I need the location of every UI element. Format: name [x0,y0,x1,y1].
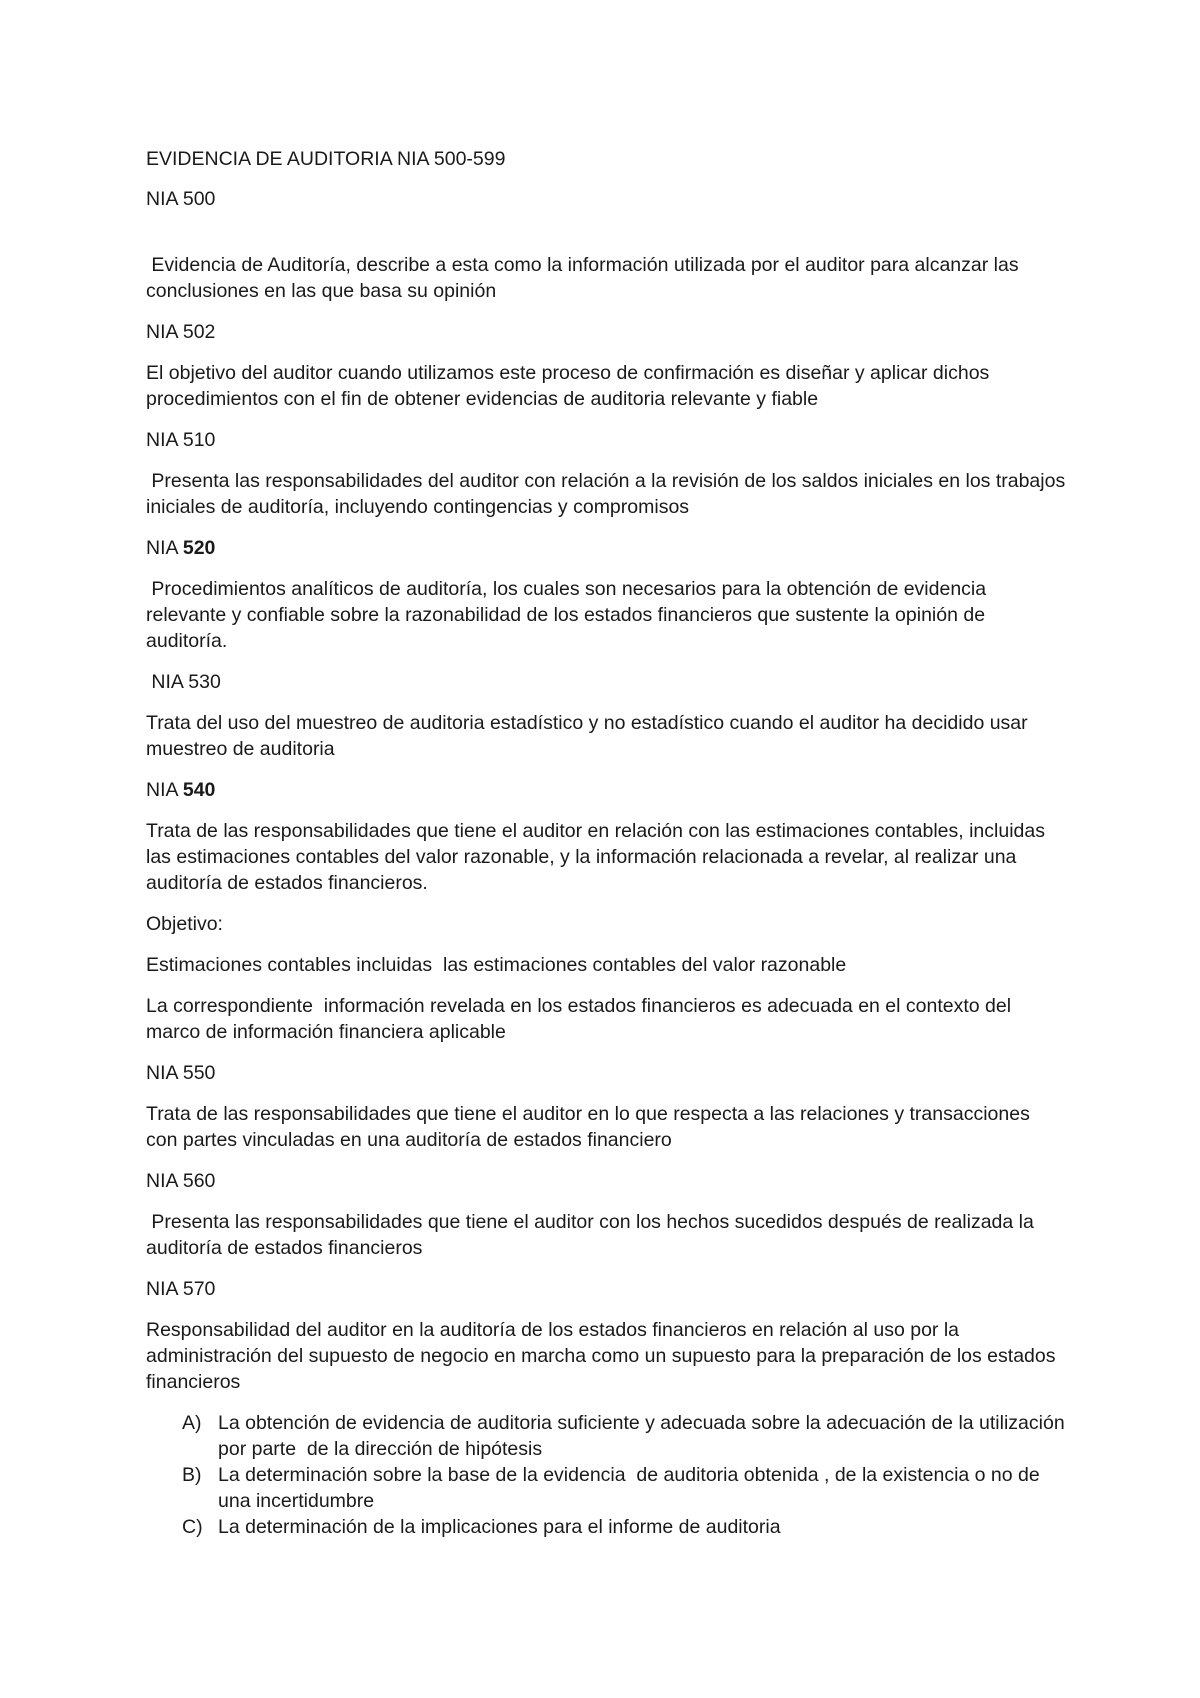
list-marker: A) [182,1412,202,1434]
section-text-nia-560: Presenta las responsabilidades que tiene el auditor con los hechos sucedidos después de realizada la auditoría de estados financieros [146,1211,1040,1259]
section-heading-nia-540 [146,777,1066,803]
section-heading-nia-550: NIA 550 [146,1062,216,1084]
objective-label: Objetivo: [146,913,223,935]
section-text-nia-570: Responsabilidad del auditor en la auditoría de los estados financieros en relación al uso por la administración del supuesto de negocio en marcha como un supuesto para la preparación de los estados financieros [146,1319,1056,1393]
list-marker: B) [182,1464,202,1486]
section-text-nia-550: Trata de las responsabilidades que tiene el auditor en lo que respecta a las relaciones y transacciones con partes vinculadas en una auditoría de estados financiero [146,1103,1030,1151]
section-heading-nia-502: NIA 502 [146,321,216,343]
heading-number-bold: 540 [182,779,216,801]
section-text-nia-510: Presenta las responsabilidades del auditor con relación a la revisión de los saldos iniciales en los trabajos iniciales de auditoría, incluyendo contingencias y compromisos [146,470,1071,518]
document-body [146,146,1071,1540]
heading-prefix: NIA [146,537,183,559]
section-heading-nia-570: NIA 570 [146,1278,216,1300]
section-heading-nia-560: NIA 560 [146,1170,216,1192]
section-heading-nia-520 [146,535,1066,561]
section-text-nia-502: El objetivo del auditor cuando utilizamos este proceso de confirmación es diseñar y aplicar dichos procedimientos con el fin de obtener evidencias de auditoria relevante y fiable [146,362,990,410]
list-item-text: La obtención de evidencia de auditoria suficiente y adecuada sobre la adecuación de la utilización por parte de la dirección de hipótesis [218,1412,1071,1460]
section-heading-nia-510: NIA 510 [146,429,216,451]
list-item [146,1462,1066,1514]
section-text-nia-520: Procedimientos analíticos de auditoría, los cuales son necesarios para la obtención de evidencia relevante y confiable sobre la razonabilidad de los estados financieros que sustente la opinión de auditoría. [146,578,992,652]
heading-number-bold: 520 [182,537,216,559]
list-item-text: La determinación de la implicaciones para el informe de auditoria [218,1516,781,1538]
section-text-nia-500: Evidencia de Auditoría, describe a esta como la información utilizada por el auditor para alcanzar las conclusiones en las que basa su opinión [146,254,1024,302]
objective-item-2: La correspondiente información revelada en los estados financieros es adecuada en el contexto del marco de información financiera aplicable [146,995,1017,1043]
list-item [146,1410,1071,1462]
section-text-nia-530: Trata del uso del muestreo de auditoria estadístico y no estadístico cuando el auditor ha decidido usar muestreo de auditoria [146,712,1028,760]
section-text-nia-540: Trata de las responsabilidades que tiene el auditor en relación con las estimaciones contables, incluidas las estimaciones contables del valor razonable, y la información relacionada a revelar, al realizar una auditoría de estados financieros. [146,820,1045,894]
list-item-text: La determinación sobre la base de la evidencia de auditoria obtenida , de la existencia o no de una incertidumbre [218,1464,1046,1512]
list-marker: C) [182,1516,203,1538]
objective-item-1: Estimaciones contables incluidas las estimaciones contables del valor razonable [146,954,847,976]
section-heading-nia-500: NIA 500 [146,188,216,210]
section-heading-nia-530: NIA 530 [146,671,221,693]
heading-prefix: NIA [146,779,183,801]
lettered-list [146,1410,1071,1540]
document-title: EVIDENCIA DE AUDITORIA NIA 500-599 [146,148,506,170]
list-item [146,1514,1066,1540]
